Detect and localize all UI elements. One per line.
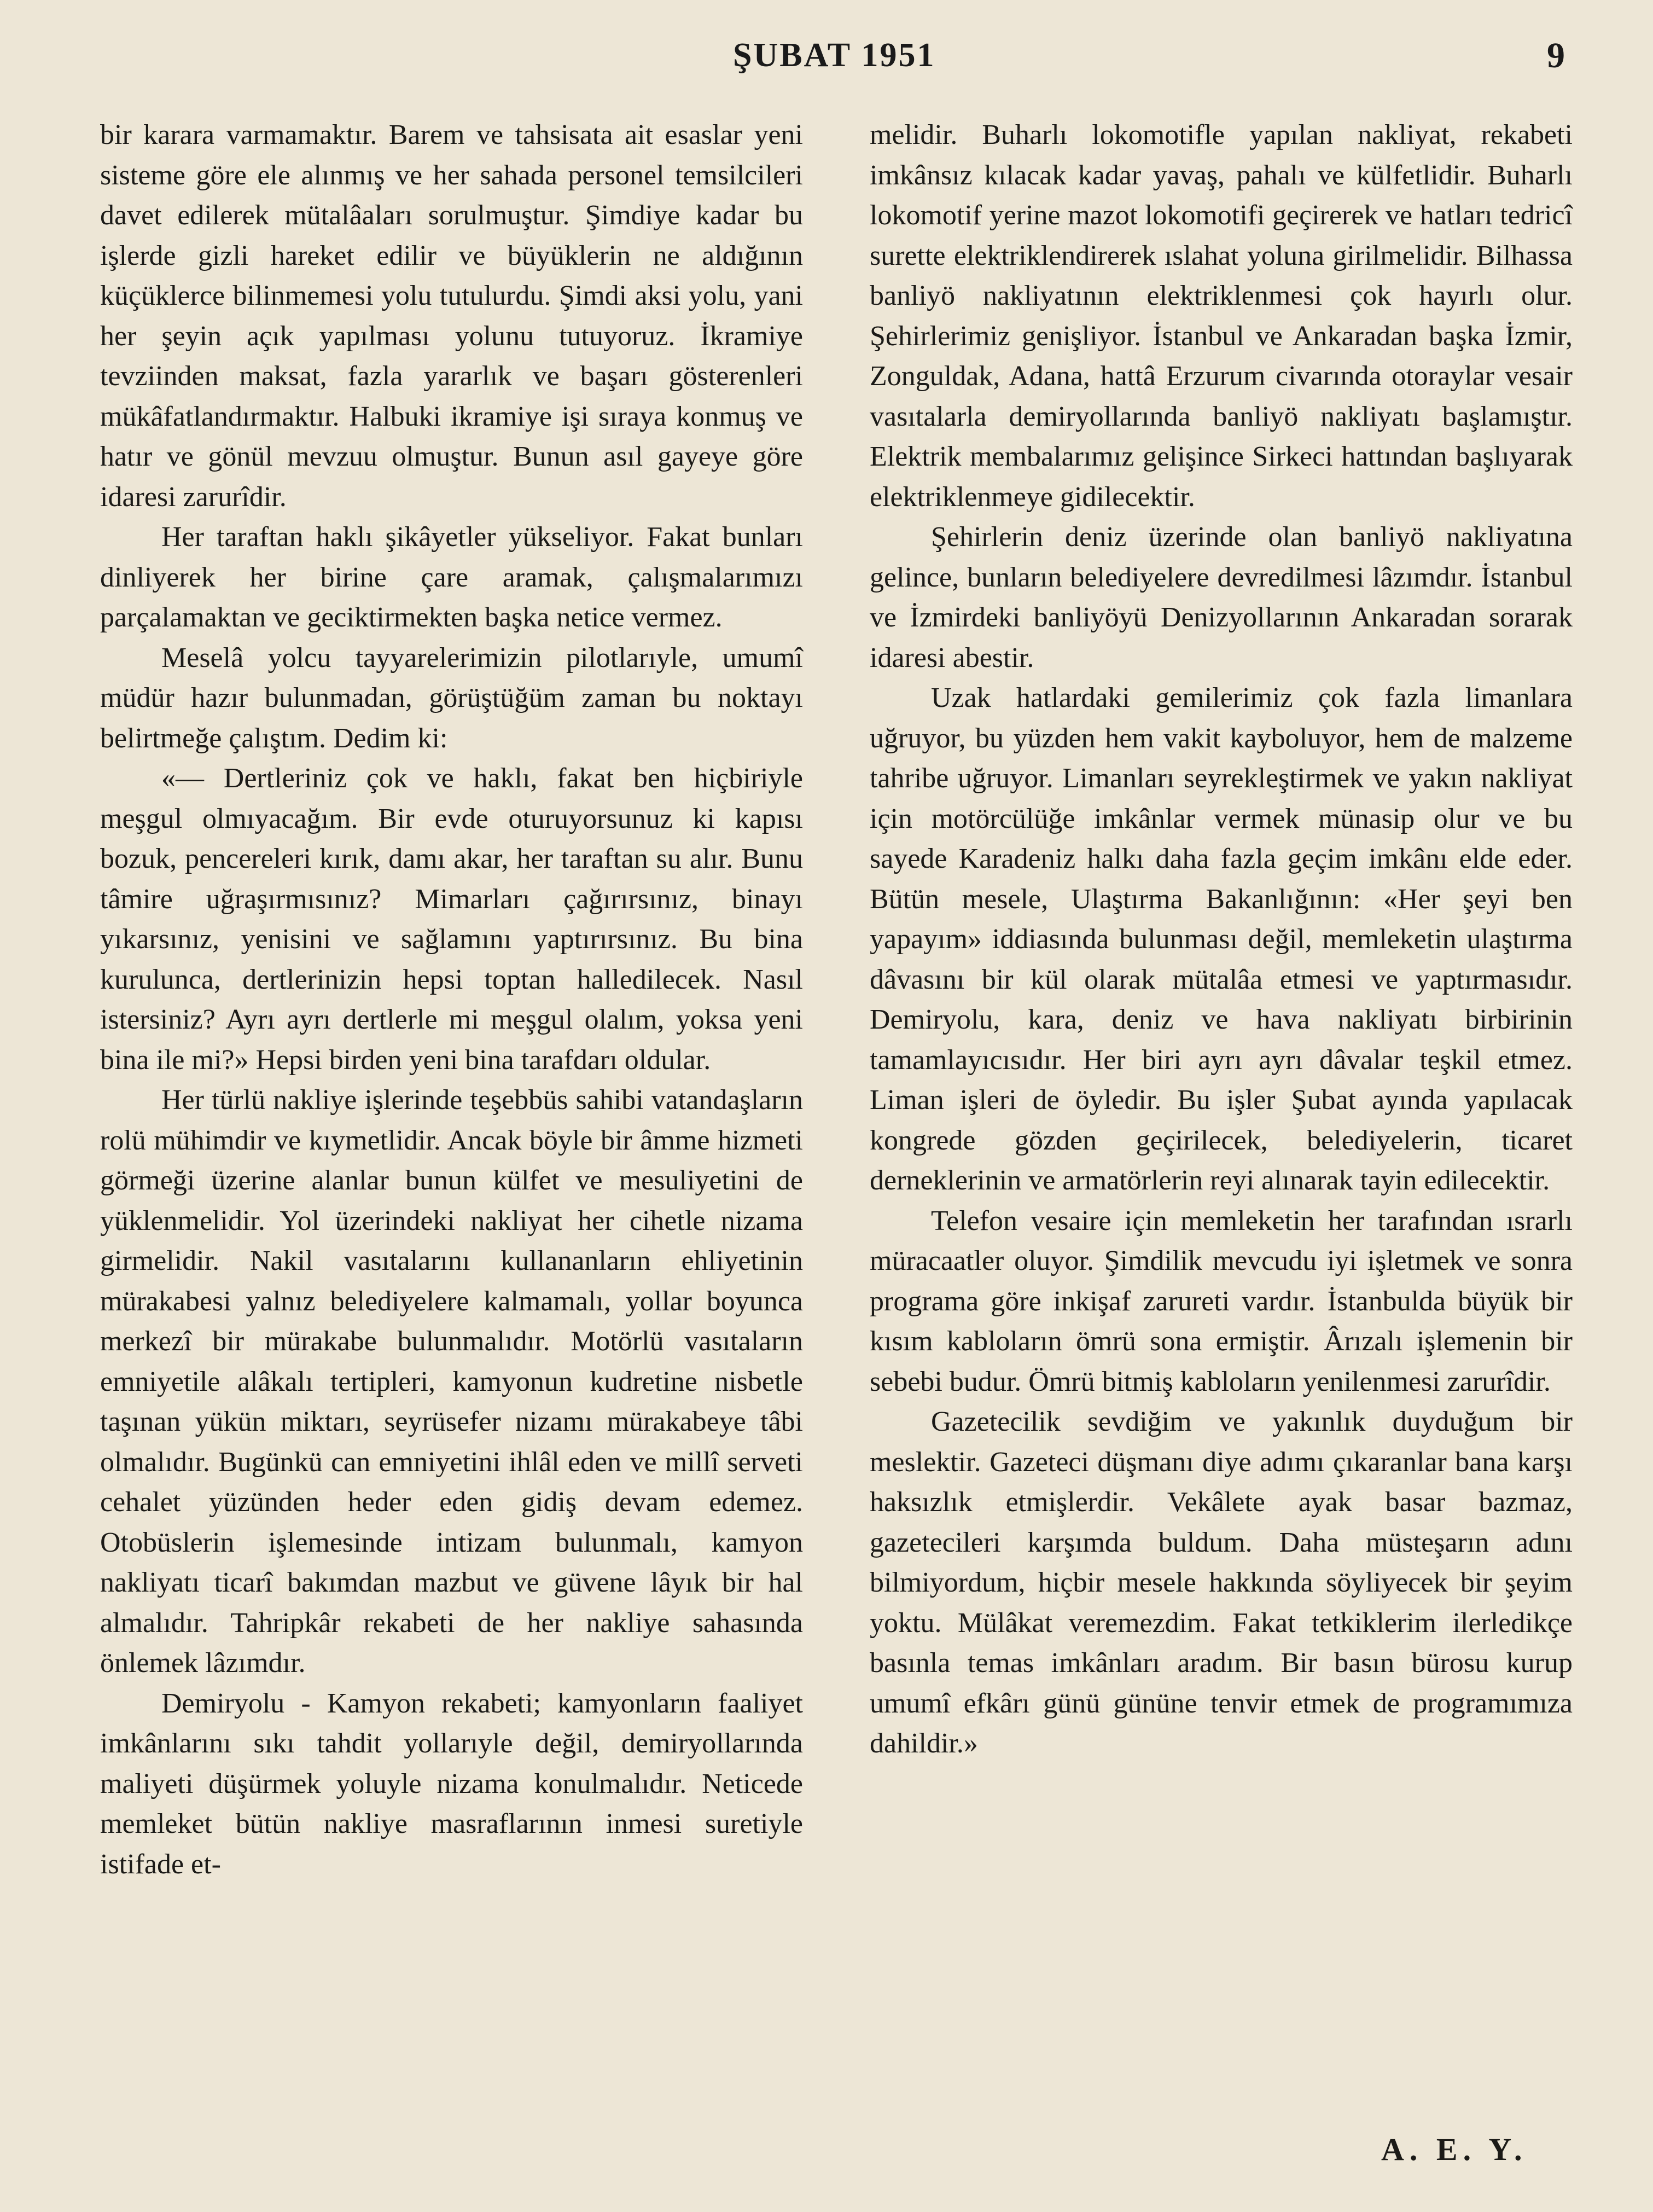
- paragraph: Demiryolu - Kamyon rekabeti; kamyonların faaliyet imkânlarını sıkı tahdit yollarıyle değil, demiryollarında maliyeti düşürmek yoluyle nizama konulmalıdır. Neticede memleket bütün nakliye masraflarının inmesi suretiyle istifade et-: [100, 1687, 803, 1880]
- paragraph: Meselâ yolcu tayyarelerimizin pilotlarıyle, umumî müdür hazır bulunmadan, görüştüğüm zaman bu noktayı belirtmeğe çalıştım. Dedim ki:: [100, 642, 803, 754]
- page-header: [0, 31, 1653, 91]
- issue-date: ŞUBAT 1951: [733, 37, 936, 74]
- page-number: 9: [1547, 36, 1565, 76]
- right-column: [870, 115, 1573, 1764]
- paragraph: melidir. Buharlı lokomotifle yapılan nakliyat, rekabeti imkânsız kılacak kadar yavaş, pahalı ve külfetlidir. Buharlı lokomotif yerine mazot lokomotifi geçirerek ve hatları tedricî surette elektriklendirerek ıslahat yoluna girilmelidir. Bilhassa banliyö nakliyatının elektriklenmesi çok hayırlı olur. Şehirlerimiz genişliyor. İstanbul ve Ankaradan başka İzmir, Zonguldak, Adana, hattâ Erzurum civarında otoraylar vesair vasıtalarla demiryollarında banliyö nakliyatı başlamıştır. Elektrik membalarımız gelişince Sirkeci hattından başlıyarak elektriklenmeye gidilecektir.: [870, 119, 1573, 513]
- paragraph: Telefon vesaire için memleketin her tarafından ısrarlı müracaatler oluyor. Şimdilik mevcudu iyi işletmek ve sonra programa göre inkişaf zarureti vardır. İstanbulda büyük bir kısım kabloların ömrü sona ermiştir. Ârızalı işlemenin bir sebebi budur. Ömrü bitmiş kabloların yenilenmesi zarurîdir.: [870, 1205, 1573, 1397]
- paragraph: Uzak hatlardaki gemilerimiz çok fazla limanlara uğruyor, bu yüzden hem vakit kayboluyor, hem de malzeme tahribe uğruyor. Limanları seyrekleştirmek ve yakın nakliyat için motörcülüğe imkânlar vermek münasip olur ve bu sayede Karadeniz halkı daha fazla geçim imkânı elde eder. Bütün mesele, Ulaştırma Bakanlığının: «Her şeyi ben yapayım» iddiasında bulunması değil, memleketin ulaştırma dâvasını bir kül olarak mütalâa etmesi ve yaptırmasıdır. Demiryolu, kara, deniz ve hava nakliyatı birbirinin tamamlayıcısıdır. Her biri ayrı ayrı dâvalar teşkil etmez. Liman işleri de öyledir. Bu işler Şubat ayında yapılacak kongrede gözden geçirilecek, belediyelerin, ticaret derneklerinin ve armatörlerin reyi alınarak tayin edilecektir.: [870, 682, 1573, 1196]
- paragraph: Her taraftan haklı şikâyetler yükseliyor. Fakat bunları dinliyerek her birine çare aramak, çalışmalarımızı parçalamaktan ve geciktirmekten başka netice vermez.: [100, 521, 803, 633]
- author-signature: A. E. Y.: [1381, 2132, 1528, 2167]
- paragraph: «— Dertleriniz çok ve haklı, fakat ben hiçbiriyle meşgul olmıyacağım. Bir evde oturuyorsunuz ki kapısı bozuk, pencereleri kırık, damı akar, her taraftan su alır. Bunu tâmire uğraşırmısınız? Mimarları çağırırsınız, binayı yıkarsınız, yenisini ve sağlamını yaptırırsınız. Bu bina kurulunca, dertlerinizin hepsi toptan halledilecek. Nasıl istersiniz? Ayrı ayrı dertlerle mi meşgul olalım, yoksa yeni bina ile mi?» Hepsi birden yeni bina tarafdarı oldular.: [100, 763, 803, 1076]
- paragraph: Her türlü nakliye işlerinde teşebbüs sahibi vatandaşların rolü mühimdir ve kıymetlidir. Ancak böyle bir âmme hizmeti görmeği üzerine alanlar bunun külfet ve mesuliyetini de yüklenmelidir. Yol üzerindeki nakliyat her cihetle nizama girmelidir. Nakil vasıtalarını kullananların ehliyetinin mürakabesi yalnız belediyelere kalmamalı, yollar boyunca merkezî bir mürakabe bulunmalıdır. Motörlü vasıtaların emniyetile alâkalı tertipleri, kamyonun kudretine nisbetle taşınan yükün miktarı, seyrüsefer nizamı mürakabeye tâbi olmalıdır. Bugünkü can emniyetini ihlâl eden ve millî serveti cehalet yüzünden heder eden gidiş devam edemez. Otobüslerin işlemesinde intizam bulunmalı, kamyon nakliyatı ticarî bakımdan mazbut ve güvene lâyık bir hal almalıdır. Tahripkâr rekabeti de her nakliye sahasında önlemek lâzımdır.: [100, 1084, 803, 1679]
- left-column: [100, 115, 803, 1884]
- paragraph: Gazetecilik sevdiğim ve yakınlık duyduğum bir meslektir. Gazeteci düşmanı diye adımı çıkaranlar bana karşı haksızlık etmişlerdir. Vekâlete ayak basar bazmaz, gazetecileri karşımda buldum. Daha müsteşarın adını bilmiyordum, hiçbir mesele hakkında söyliyecek bir şeyim yoktu. Mülâkat veremezdim. Fakat tetkiklerim ilerledikçe basınla temas imkânları aradım. Bir basın bürosu kurup umumî efkârı günü gününe tenvir etmek de programımıza dahildir.»: [870, 1406, 1573, 1759]
- paragraph: Şehirlerin deniz üzerinde olan banliyö nakliyatına gelince, bunların belediyelere devredilmesi lâzımdır. İstanbul ve İzmirdeki banliyöyü Denizyollarının Ankaradan sorarak idaresi abestir.: [870, 521, 1573, 674]
- paragraph: bir karara varmamaktır. Barem ve tahsisata ait esaslar yeni sisteme göre ele alınmış ve her sahada personel temsilcileri davet edilerek mütalâaları sorulmuştur. Şimdiye kadar bu işlerde gizli hareket edilir ve büyüklerin ne aldığının küçüklerce bilinmemesi yolu tutulurdu. Şimdi aksi yolu, yani her şeyin açık yapılması yolunu tutuyoruz. İkramiye tevziinden maksat, fazla yararlık ve başarı gösterenleri mükâfatlandırmaktır. Halbuki ikramiye işi sıraya konmuş ve hatır ve gönül mevzuu olmuştur. Bunun asıl gayeye göre idaresi zarurîdir.: [100, 119, 803, 513]
